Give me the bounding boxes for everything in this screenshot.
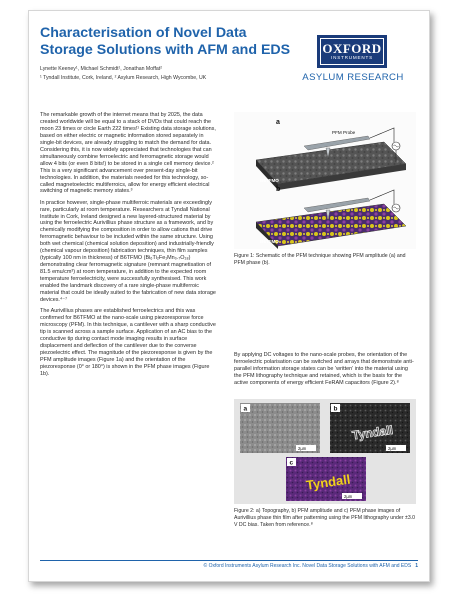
figure-1 <box>234 112 416 249</box>
figure-2-panel-c-label: c <box>289 459 294 467</box>
figure-2-panel-a-label: a <box>243 405 248 413</box>
figure-2-panel-b-label: b <box>333 405 338 413</box>
oxford-instruments-logo <box>291 35 415 91</box>
figure-1-panel-a-label: a <box>276 119 280 126</box>
scale-bar-a: 2µm <box>298 446 307 451</box>
paragraph: In practice however, single-phase multiferroic materials are exceedingly rare, particularly at room temperature. Researchers at Tyndall National Institute in Cork, Ireland designed a new layered-structured material by using the ferroelectric Aurivillius phase structure as a framework, and by chemically modifying the composition in order to allow cations that drive ferromagnetic behaviour to be included within the same structure. Using both wet chemical (chemical solution deposition) and industrially-friendly (chemical vapour deposition) fabrication techniques, thin film samples (typically 100 nm in thickness) of B6TFMO (Bi₆Ti₂Fe₁Mn₀.₇O₁₈) demonstrating clear ferromagnetic signature (remnant magnetisation of 81.5 emu/cm³) at room temperature, in addition to the expected room temperature ferroelectricity, were successfully synthesised. This work enabled the landmark discovery of a rare single-phase multiferroic material that could be ideally suited to the fabrication of new data storage devices.⁴⁻⁷ <box>40 199 216 303</box>
scale-bar-c: 2µm <box>344 494 353 499</box>
paragraph: The Aurivillius phases are established ferroelectrics and this was confirmed for B6TFMO at the nano-scale using piezoresponse force microscopy (PFM). In this technique, a cantilever with a sharp conductive tip is scanned across a sample surface. Application of an AC bias to the conductive tip during contact mode imaging results in surface displacement and deflection of the cantilever due to the converse piezoelectric effect. The magnitude of the piezoresponse is given by the PFM amplitude images (Figure 1a) and the orientation of the piezoresponse (0° or 180°) is shown in the PFM phase images (Figure 1b). <box>40 308 216 377</box>
body-column-right <box>234 352 416 391</box>
figure-2 <box>234 399 416 504</box>
scale-bar-b: 2µm <box>388 446 397 451</box>
author-list: Lynette Keeney¹, Michael Schmidt¹, Jonathan Moffat² <box>40 66 162 72</box>
paragraph: The remarkable growth of the internet means that by 2025, the data created worldwide will be equal to a stack of DVDs that could reach the moon 23 times or circle Earth 222 times!¹ Existing data storage solutions, based on either electric or magnetic information stored separately in single-bit devices, are already struggling to match the demand for data. Considering this, it is now widely appreciated that technologies that can simultaneously combine ferroelectric and ferromagnetic storage would allow 4 bits (or even 8 bits!) to be stored in a single cell memory device.² This is a very significant advancement over present-day single-bit technologies. In addition, the materials needed for this technology, so-called magnetoelectric multiferroics, allow for energy efficient electrical switching of magnetic memory states.³ <box>40 112 216 195</box>
document-page <box>28 10 430 582</box>
figure-2-image <box>234 399 416 504</box>
figure-1-caption: Figure 1: Schematic of the PFM technique showing PFM amplitude (a) and PFM phase (b). <box>234 253 406 266</box>
figure-1-panel-b-label: b <box>276 186 281 193</box>
body-column-left <box>40 112 218 382</box>
logo-box <box>317 35 387 68</box>
document-title: Characterisation of Novel Data Storage Solutions with AFM and EDS <box>40 25 291 58</box>
logo-sub: INSTRUMENTS <box>331 55 373 60</box>
asylum-research-label: ASYLUM RESEARCH <box>302 72 404 83</box>
page-footer <box>40 563 418 569</box>
page-number: 1 <box>415 563 418 569</box>
paragraph: By applying DC voltages to the nano-scale probes, the orientation of the ferroelectric polarisation can be switched and arrays that demonstrate anti-parallel information storage states can be ‘written’ into the material using the PFM lithography technique and retained, which is the basis for the active components of energy efficient FeRAM capacitors (Figure 2).⁸ <box>234 352 414 386</box>
footer-text: © Oxford Instruments Asylum Research Inc. Novel Data Storage Solutions with AFM and EDS <box>203 563 412 569</box>
figure-2-caption: Figure 2: a) Topography, b) PFM amplitude and c) PFM phase images of Aurivillius phase thin film after patterning using the PFM lithography under ±3.0 V DC bias. Taken from reference.⁸ <box>234 508 416 528</box>
affiliation-list: ¹ Tyndall Institute, Cork, Ireland, ² Asylum Research, High Wycombe, UK <box>40 75 207 81</box>
footer-divider <box>40 560 418 561</box>
written-word-c: Tyndall <box>305 471 352 493</box>
figure-1-image <box>234 112 416 249</box>
logo-word: OXFORD <box>322 41 382 56</box>
sample-label-b: B6TFMO <box>260 239 279 244</box>
sample-label-a: B6TFMO <box>260 178 279 183</box>
probe-label: PFM Probe <box>332 130 356 135</box>
written-word-b: Tyndall <box>351 422 394 443</box>
